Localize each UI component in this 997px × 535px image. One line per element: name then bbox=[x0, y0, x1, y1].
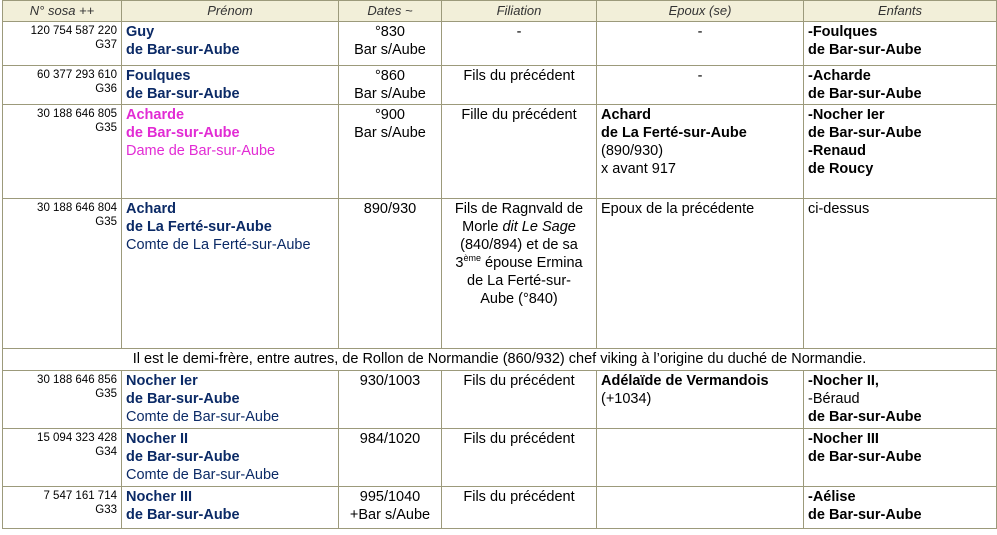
header-filiation: Filiation bbox=[442, 1, 597, 22]
enfants-cell: -Acharde de Bar-sur-Aube bbox=[804, 66, 997, 105]
sosa-cell: 30 188 646 804 G35 bbox=[3, 199, 122, 349]
enfants-cell: -Nocher II, -Béraud de Bar-sur-Aube bbox=[804, 371, 997, 429]
prenom-cell: Foulques de Bar-sur-Aube bbox=[122, 66, 339, 105]
epoux-cell bbox=[597, 487, 804, 529]
dates-cell: 890/930 bbox=[339, 199, 442, 349]
dates-cell: °860 Bar s/Aube bbox=[339, 66, 442, 105]
enfants-cell: ci-dessus bbox=[804, 199, 997, 349]
sosa-cell: 60 377 293 610 G36 bbox=[3, 66, 122, 105]
dates-cell: 930/1003 bbox=[339, 371, 442, 429]
epoux-cell: Epoux de la précédente bbox=[597, 199, 804, 349]
filiation-cell: Fils de Ragnvald de Morle dit Le Sage (840/894) et de sa 3ème épouse Ermina de La Ferté-sur-Aube (°840) bbox=[442, 199, 597, 349]
prenom-cell: Nocher Ier de Bar-sur-Aube Comte de Bar-sur-Aube bbox=[122, 371, 339, 429]
dates-cell: 984/1020 bbox=[339, 429, 442, 487]
sosa-cell: 120 754 587 220 G37 bbox=[3, 22, 122, 66]
prenom-cell: Acharde de Bar-sur-Aube Dame de Bar-sur-Aube bbox=[122, 105, 339, 199]
table-row bbox=[3, 429, 997, 487]
filiation-cell: - bbox=[442, 22, 597, 66]
table-row bbox=[3, 66, 997, 105]
header-epoux: Epoux (se) bbox=[597, 1, 804, 22]
epoux-cell bbox=[597, 429, 804, 487]
epoux-cell: - bbox=[597, 66, 804, 105]
header-enfants: Enfants bbox=[804, 1, 997, 22]
sosa-cell: 7 547 161 714 G33 bbox=[3, 487, 122, 529]
prenom-cell: Nocher III de Bar-sur-Aube bbox=[122, 487, 339, 529]
filiation-cell: Fils du précédent bbox=[442, 487, 597, 529]
dates-cell: 995/1040 +Bar s/Aube bbox=[339, 487, 442, 529]
genealogy-table bbox=[2, 0, 997, 529]
filiation-cell: Fils du précédent bbox=[442, 371, 597, 429]
enfants-cell: -Nocher III de Bar-sur-Aube bbox=[804, 429, 997, 487]
table-row bbox=[3, 371, 997, 429]
table-row bbox=[3, 487, 997, 529]
header-dates: Dates ~ bbox=[339, 1, 442, 22]
prenom-cell: Nocher II de Bar-sur-Aube Comte de Bar-sur-Aube bbox=[122, 429, 339, 487]
sosa-cell: 30 188 646 805 G35 bbox=[3, 105, 122, 199]
epoux-cell: Adélaïde de Vermandois (+1034) bbox=[597, 371, 804, 429]
sosa-cell: 30 188 646 856 G35 bbox=[3, 371, 122, 429]
header-prenom: Prénom bbox=[122, 1, 339, 22]
epoux-cell: Achard de La Ferté-sur-Aube (890/930) x avant 917 bbox=[597, 105, 804, 199]
enfants-cell: -Foulques de Bar-sur-Aube bbox=[804, 22, 997, 66]
filiation-cell: Fille du précédent bbox=[442, 105, 597, 199]
table-row bbox=[3, 105, 997, 199]
table-row bbox=[3, 22, 997, 66]
filiation-cell: Fils du précédent bbox=[442, 429, 597, 487]
prenom-cell: Guy de Bar-sur-Aube bbox=[122, 22, 339, 66]
enfants-cell: -Nocher Ier de Bar-sur-Aube -Renaud de Roucy bbox=[804, 105, 997, 199]
filiation-cell: Fils du précédent bbox=[442, 66, 597, 105]
note-cell: Il est le demi-frère, entre autres, de Rollon de Normandie (860/932) chef viking à l’origine du duché de Normandie. bbox=[3, 349, 997, 371]
header-row bbox=[3, 1, 997, 22]
prenom-cell: Achard de La Ferté-sur-Aube Comte de La Ferté-sur-Aube bbox=[122, 199, 339, 349]
epoux-cell: - bbox=[597, 22, 804, 66]
table-row bbox=[3, 199, 997, 349]
enfants-cell: -Aélise de Bar-sur-Aube bbox=[804, 487, 997, 529]
dates-cell: °830 Bar s/Aube bbox=[339, 22, 442, 66]
sosa-cell: 15 094 323 428 G34 bbox=[3, 429, 122, 487]
header-sosa: N° sosa ++ bbox=[3, 1, 122, 22]
dates-cell: °900 Bar s/Aube bbox=[339, 105, 442, 199]
note-row bbox=[3, 349, 997, 371]
